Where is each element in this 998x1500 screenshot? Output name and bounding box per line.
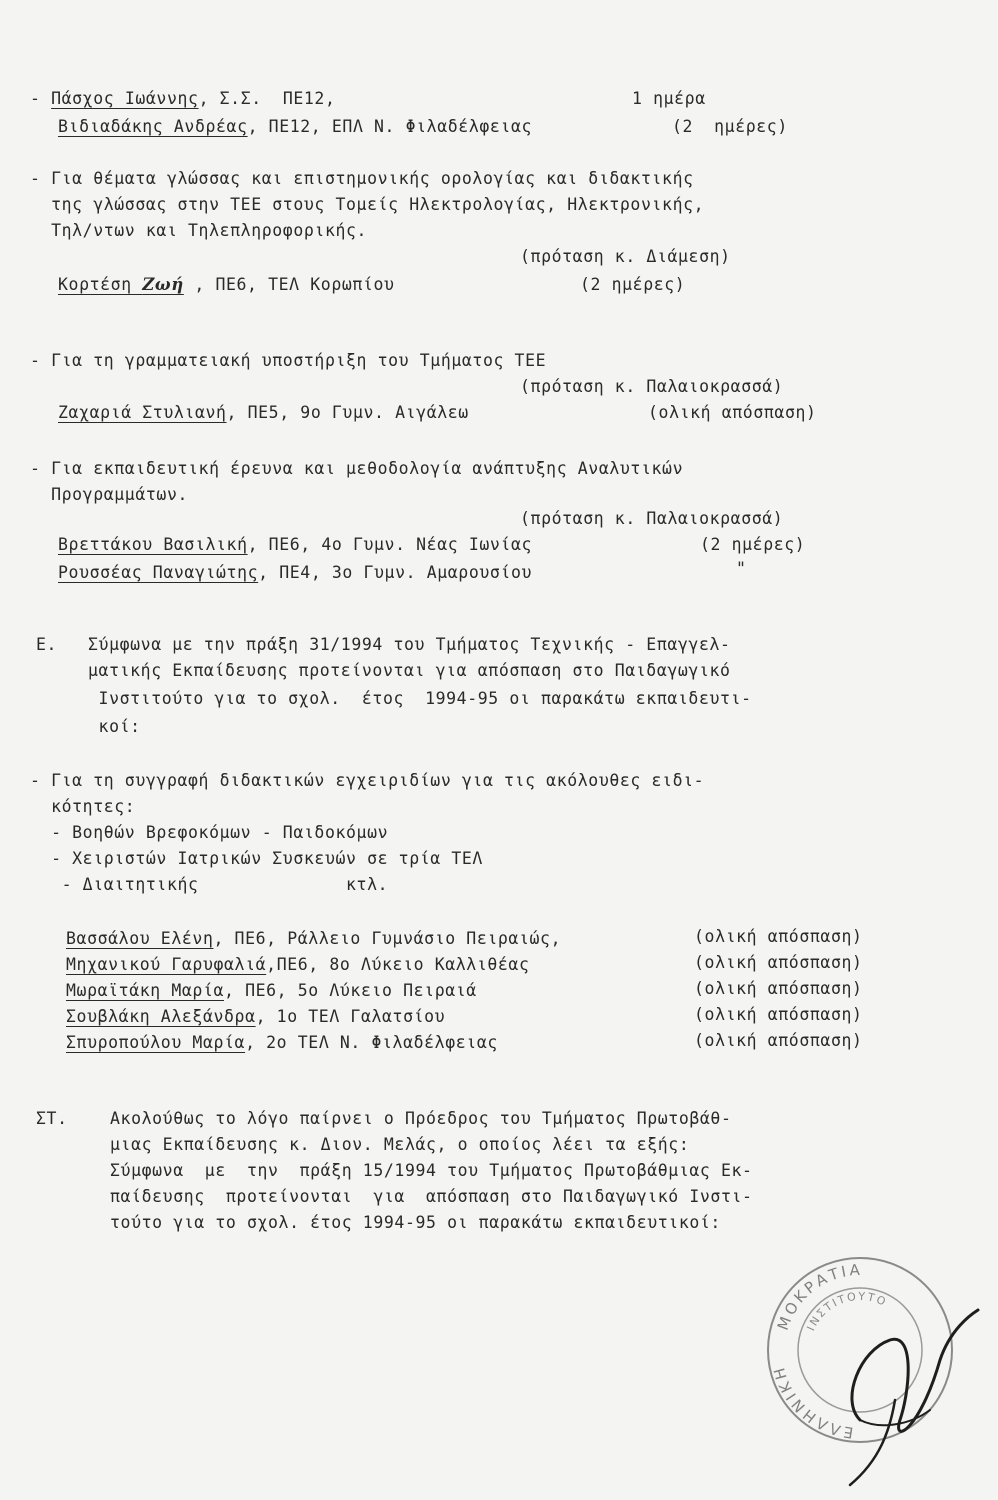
paragraph-line: - Διαιτητικής κτλ. — [30, 875, 389, 894]
person-line: Ρουσσέας Παναγιώτης, ΠΕ4, 3ο Γυμν. Αμαρουσίου — [58, 563, 533, 582]
paragraph-line: τούτο για το σχολ. έτος 1994-95 οι παρακάτω εκπαιδευτικοί: — [110, 1213, 721, 1232]
paragraph-line: κότητες: — [30, 797, 136, 816]
handwritten-name: Ζωή — [142, 275, 184, 294]
paragraph-line: - Για τη γραμματειακή υποστήριξη του Τμήματος ΤΕΕ — [30, 351, 547, 370]
paragraph-line: της γλώσσας στην ΤΕΕ στους Τομείς Ηλεκτρολογίας, Ηλεκτρονικής, — [30, 195, 705, 214]
paragraph-line: - Για τη συγγραφή διδακτικών εγχειριδίων για τις ακόλουθες ειδι- — [30, 771, 705, 790]
paragraph-line: Ινστιτούτο για το σχολ. έτος 1994-95 οι παρακάτω εκπαιδευτι- — [88, 689, 752, 708]
paragraph-line: Σύμφωνα με την πράξη 31/1994 του Τμήματος Τεχνικής - Επαγγελ- — [88, 635, 731, 654]
paragraph-line: παίδευσης προτείνονται για απόσπαση στο Παιδαγωγικό Ινστι- — [110, 1187, 753, 1206]
section-label: ΣΤ. — [36, 1109, 68, 1128]
paragraph-line: Τηλ/ντων και Τηλεπληροφορικής. — [30, 221, 368, 240]
person-name: Βρεττάκου Βασιλική — [58, 535, 248, 554]
person-line: Κορτέση Ζωή , ΠΕ6, ΤΕΛ Κορωπίου — [58, 275, 395, 294]
person-name: Κορτέση Ζωή — [58, 275, 184, 294]
person-name: Μηχανικού Γαρυφαλιά — [66, 955, 267, 974]
paragraph-line: κοί: — [88, 717, 141, 736]
person-status: (ολική απόσπαση) — [694, 1005, 863, 1024]
person-days: 1 ημέρα — [632, 89, 706, 108]
person-days: (2 ημέρες) — [700, 535, 806, 554]
paragraph-line: Ακολούθως το λόγο παίρνει ο Πρόεδρος του Τμήματος Πρωτοβάθ- — [110, 1109, 732, 1128]
person-days: (2 ημέρες) — [580, 275, 686, 294]
paragraph-line: Προγραμμάτων. — [30, 485, 189, 504]
stamp-text: ΙΝΣΤΙΤΟΥΤΟ — [804, 1289, 890, 1333]
person-name: Ρουσσέας Παναγιώτης — [58, 563, 259, 582]
person-days: (2 ημέρες) — [672, 117, 788, 136]
person-name: Σουβλάκη Αλεξάνδρα — [66, 1007, 256, 1026]
paragraph-line: - Βοηθών Βρεφοκόμων - Παιδοκόμων — [30, 823, 389, 842]
stamp-text: ΜΟΚΡΑΤΙΑ — [773, 1260, 864, 1333]
paragraph-line: μιας Εκπαίδευσης κ. Διον. Μελάς, ο οποίος λέει τα εξής: — [110, 1135, 690, 1154]
person-line: Ζαχαριά Στυλιανή, ΠΕ5, 9ο Γυμν. Αιγάλεω — [58, 403, 469, 422]
person-status: (ολική απόσπαση) — [694, 927, 863, 946]
person-status: (ολική απόσπαση) — [694, 1031, 863, 1050]
paragraph-line: ματικής Εκπαίδευσης προτείνονται για απόσπαση στο Παιδαγωγικό — [88, 661, 731, 680]
ditto-mark: " — [736, 559, 747, 578]
person-line: Μηχανικού Γαρυφαλιά,ΠΕ6, 8ο Λύκειο Καλλιθέας — [66, 955, 530, 974]
person-name: Ζαχαριά Στυλιανή — [58, 403, 227, 422]
person-name: Βιδιαδάκης Ανδρέας — [58, 117, 248, 136]
paragraph-line: - Για εκπαιδευτική έρευνα και μεθοδολογία ανάπτυξης Αναλυτικών — [30, 459, 684, 478]
person-status: (ολική απόσπαση) — [648, 403, 817, 422]
person-line: Σπυροπούλου Μαρία, 2ο ΤΕΛ Ν. Φιλαδέλφειας — [66, 1033, 498, 1052]
person-line: Μωραϊτάκη Μαρία, ΠΕ6, 5ο Λύκειο Πειραιά — [66, 981, 477, 1000]
section-label: Ε. — [36, 635, 58, 654]
person-name: Βασσάλου Ελένη — [66, 929, 214, 948]
person-name: Σπυροπούλου Μαρία — [66, 1033, 246, 1052]
paragraph-line: - Για θέματα γλώσσας και επιστημονικής ορολογίας και διδακτικής — [30, 169, 694, 188]
proposal-note: (πρόταση κ. Παλαιοκρασσά) — [520, 509, 784, 528]
paragraph-line: - Χειριστών Ιατρικών Συσκευών σε τρία ΤΕΛ — [30, 849, 483, 868]
person-line: Βιδιαδάκης Ανδρέας, ΠΕ12, ΕΠΛ Ν. Φιλαδέλφειας — [58, 117, 533, 136]
person-status: (ολική απόσπαση) — [694, 979, 863, 998]
proposal-note: (πρόταση κ. Διάμεση) — [520, 247, 731, 266]
person-line: Βρεττάκου Βασιλική, ΠΕ6, 4ο Γυμν. Νέας Ιωνίας — [58, 535, 533, 554]
person-line: - Πάσχος Ιωάννης, Σ.Σ. ΠΕ12, — [30, 89, 336, 108]
person-status: (ολική απόσπαση) — [694, 953, 863, 972]
person-line: Βασσάλου Ελένη, ΠΕ6, Ράλλειο Γυμνάσιο Πειραιώς, — [66, 929, 562, 948]
paragraph-line: Σύμφωνα με την πράξη 15/1994 του Τμήματος Πρωτοβάθμιας Εκ- — [110, 1161, 753, 1180]
person-name: Πάσχος Ιωάννης — [51, 89, 199, 108]
proposal-note: (πρόταση κ. Παλαιοκρασσά) — [520, 377, 784, 396]
stamp-text: ΕΛΛΗΝΙΚΗ — [769, 1362, 855, 1442]
person-name: Μωραϊτάκη Μαρία — [66, 981, 225, 1000]
handwritten-signature — [820, 1280, 980, 1490]
person-line: Σουβλάκη Αλεξάνδρα, 1ο ΤΕΛ Γαλατσίου — [66, 1007, 446, 1026]
